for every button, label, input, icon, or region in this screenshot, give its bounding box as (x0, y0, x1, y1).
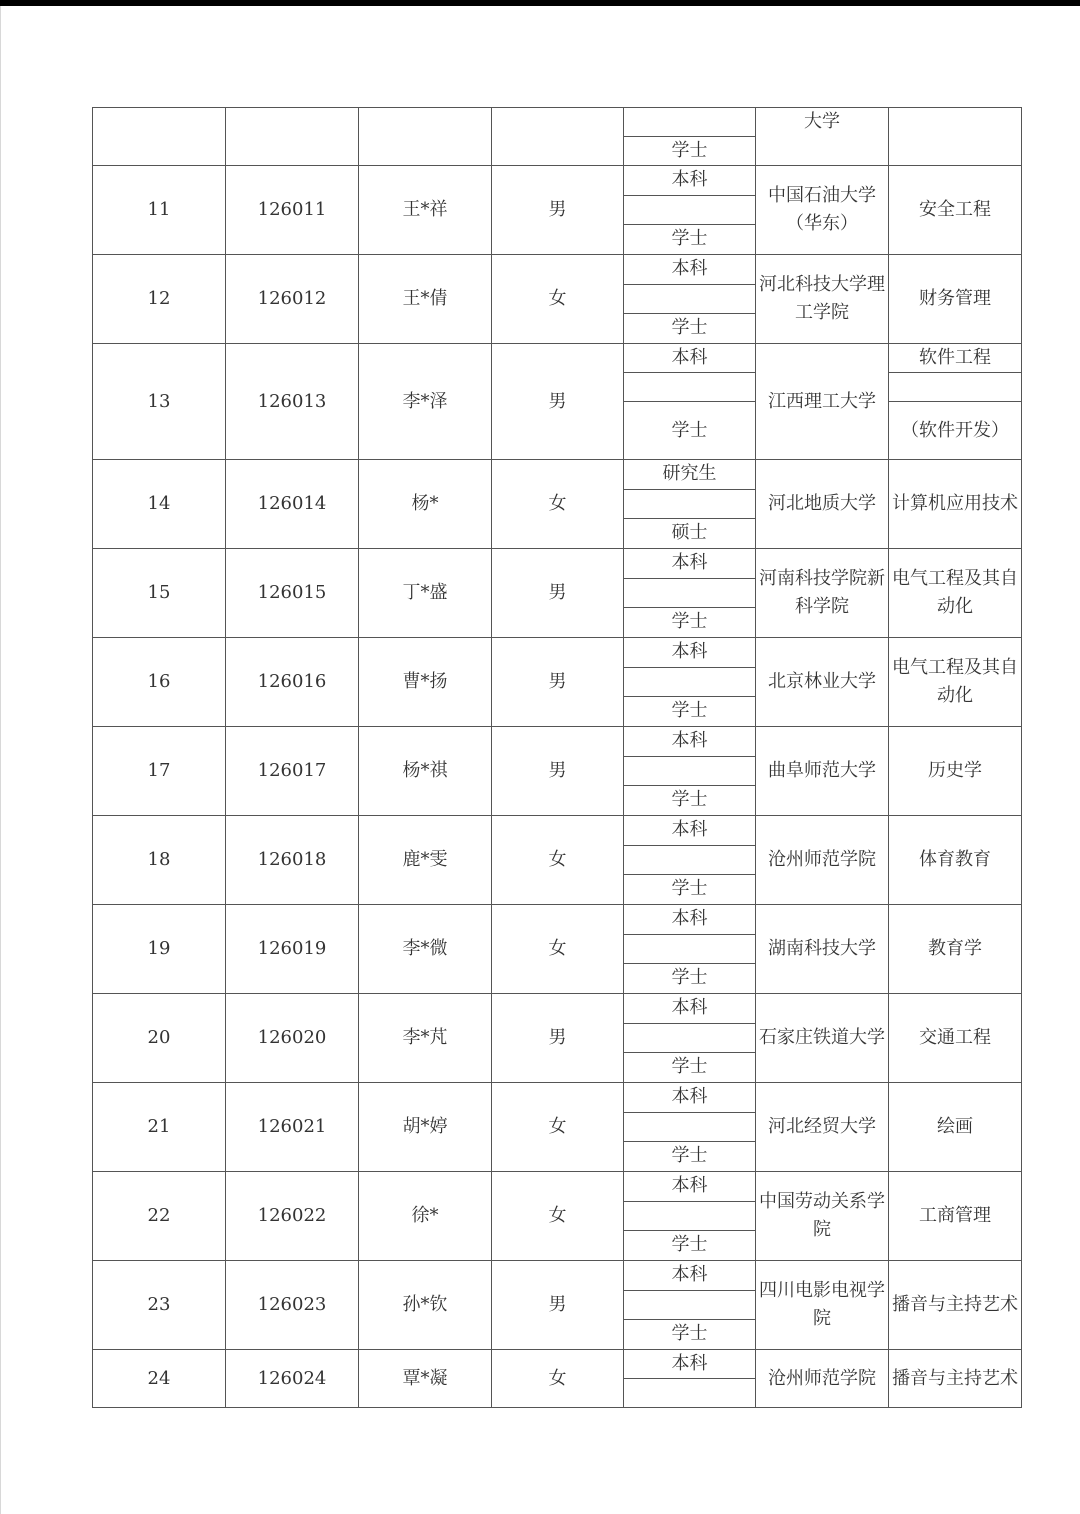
gender-cell: 女 (492, 1350, 624, 1408)
blank-cell (624, 1024, 756, 1053)
no-cell: 22 (93, 1172, 226, 1261)
school-cell: 四川电影电视学院 (756, 1261, 889, 1350)
school-cell: 石家庄铁道大学 (756, 994, 889, 1083)
no-cell: 11 (93, 166, 226, 255)
school-cell: 中国劳动关系学院 (756, 1172, 889, 1261)
candidate-table (92, 107, 1022, 1408)
major-cell: 体育教育 (889, 816, 1022, 905)
degree-cell: 学士 (624, 697, 756, 727)
degree-cell: 学士 (624, 875, 756, 905)
prev-school-cell (756, 108, 889, 166)
no-cell: 18 (93, 816, 226, 905)
prev-name-cell (359, 108, 492, 166)
id-cell: 126013 (226, 344, 359, 460)
no-cell: 15 (93, 549, 226, 638)
no-cell: 20 (93, 994, 226, 1083)
edu-cell: 本科 (624, 994, 756, 1024)
id-cell: 126011 (226, 166, 359, 255)
school-cell: 湖南科技大学 (756, 905, 889, 994)
blank-cell (624, 668, 756, 697)
blank-cell (624, 1291, 756, 1320)
edu-cell: 本科 (624, 549, 756, 579)
edu-cell: 本科 (624, 1261, 756, 1291)
school-cell: 江西理工大学 (756, 344, 889, 460)
name-cell: 李*芃 (359, 994, 492, 1083)
major-note-cell: （软件开发） (889, 402, 1022, 460)
id-cell: 126023 (226, 1261, 359, 1350)
name-cell: 曹*扬 (359, 638, 492, 727)
id-cell: 126020 (226, 994, 359, 1083)
gender-cell: 女 (492, 1083, 624, 1172)
prev-school-text: 大学 (804, 111, 840, 132)
edu-cell: 本科 (624, 816, 756, 846)
no-cell: 17 (93, 727, 226, 816)
id-cell: 126019 (226, 905, 359, 994)
gender-cell: 男 (492, 638, 624, 727)
name-cell: 孙*钦 (359, 1261, 492, 1350)
id-cell: 126017 (226, 727, 359, 816)
prev-id-cell (226, 108, 359, 166)
degree-cell: 学士 (624, 964, 756, 994)
no-cell: 23 (93, 1261, 226, 1350)
edu-cell: 本科 (624, 727, 756, 757)
major-cell: 交通工程 (889, 994, 1022, 1083)
name-cell: 鹿*雯 (359, 816, 492, 905)
major-cell: 工商管理 (889, 1172, 1022, 1261)
prev-gender-cell (492, 108, 624, 166)
school-cell: 河北经贸大学 (756, 1083, 889, 1172)
degree-cell: 学士 (624, 608, 756, 638)
prev-degree-text: 学士 (671, 140, 708, 161)
major-cell: 计算机应用技术 (889, 460, 1022, 549)
id-cell: 126014 (226, 460, 359, 549)
major-cell: 电气工程及其自动化 (889, 549, 1022, 638)
name-cell: 李*泽 (359, 344, 492, 460)
major-cell: 教育学 (889, 905, 1022, 994)
major-cell: 播音与主持艺术 (889, 1261, 1022, 1350)
name-cell: 丁*盛 (359, 549, 492, 638)
top-bar (0, 0, 1080, 6)
major-cell: 绘画 (889, 1083, 1022, 1172)
major-cell: 电气工程及其自动化 (889, 638, 1022, 727)
degree-cell: 学士 (624, 1053, 756, 1083)
major-cell: 历史学 (889, 727, 1022, 816)
major-cell: 安全工程 (889, 166, 1022, 255)
degree-cell: 学士 (624, 1231, 756, 1261)
gender-cell: 女 (492, 905, 624, 994)
id-cell: 126016 (226, 638, 359, 727)
major-cell: 财务管理 (889, 255, 1022, 344)
edu-cell: 本科 (624, 255, 756, 285)
school-cell: 曲阜师范大学 (756, 727, 889, 816)
prev-degree-cell (624, 137, 756, 166)
gender-cell: 男 (492, 166, 624, 255)
blank-cell (624, 757, 756, 786)
no-cell: 21 (93, 1083, 226, 1172)
id-cell: 126022 (226, 1172, 359, 1261)
gender-cell: 女 (492, 255, 624, 344)
name-cell: 徐* (359, 1172, 492, 1261)
school-cell: 沧州师范学院 (756, 816, 889, 905)
gender-cell: 女 (492, 816, 624, 905)
school-cell: 河北科技大学理工学院 (756, 255, 889, 344)
no-cell: 16 (93, 638, 226, 727)
edu-cell: 本科 (624, 1083, 756, 1113)
degree-cell: 硕士 (624, 519, 756, 549)
school-cell: 北京林业大学 (756, 638, 889, 727)
no-cell: 24 (93, 1350, 226, 1408)
blank-cell (624, 285, 756, 314)
blank-cell (624, 490, 756, 519)
school-cell: 沧州师范学院 (756, 1350, 889, 1408)
gender-cell: 男 (492, 1261, 624, 1350)
edu-cell: 本科 (624, 905, 756, 935)
degree-cell: 学士 (624, 1320, 756, 1350)
name-cell: 王*祥 (359, 166, 492, 255)
name-cell: 杨* (359, 460, 492, 549)
degree-cell: 学士 (624, 225, 756, 255)
prev-edu-cell (624, 108, 756, 137)
name-cell: 覃*凝 (359, 1350, 492, 1408)
no-cell: 12 (93, 255, 226, 344)
name-cell: 李*微 (359, 905, 492, 994)
major-cell: 播音与主持艺术 (889, 1350, 1022, 1408)
no-cell: 19 (93, 905, 226, 994)
gender-cell: 男 (492, 994, 624, 1083)
id-cell: 126012 (226, 255, 359, 344)
major-blank-cell (889, 373, 1022, 402)
degree-cell: 学士 (624, 314, 756, 344)
gender-cell: 女 (492, 460, 624, 549)
degree-cell: 学士 (624, 402, 756, 460)
degree-cell: 学士 (624, 786, 756, 816)
no-cell: 13 (93, 344, 226, 460)
blank-cell (624, 1113, 756, 1142)
major-cell: 软件工程 (889, 344, 1022, 373)
blank-cell (624, 579, 756, 608)
name-cell: 杨*祺 (359, 727, 492, 816)
prev-no-cell (93, 108, 226, 166)
gender-cell: 女 (492, 1172, 624, 1261)
school-cell: 中国石油大学（华东） (756, 166, 889, 255)
gender-cell: 男 (492, 549, 624, 638)
name-cell: 胡*婷 (359, 1083, 492, 1172)
page-edge (0, 6, 1, 1514)
no-cell: 14 (93, 460, 226, 549)
blank-cell (624, 196, 756, 225)
prev-major-cell (889, 108, 1022, 166)
gender-cell: 男 (492, 344, 624, 460)
id-cell: 126024 (226, 1350, 359, 1408)
blank-cell (624, 1202, 756, 1231)
id-cell: 126015 (226, 549, 359, 638)
school-cell: 河南科技学院新科学院 (756, 549, 889, 638)
edu-cell: 本科 (624, 166, 756, 196)
edu-cell: 研究生 (624, 460, 756, 490)
degree-cell (624, 1379, 756, 1408)
id-cell: 126021 (226, 1083, 359, 1172)
school-cell: 河北地质大学 (756, 460, 889, 549)
name-cell: 王*倩 (359, 255, 492, 344)
edu-cell: 本科 (624, 344, 756, 373)
edu-cell: 本科 (624, 1350, 756, 1379)
id-cell: 126018 (226, 816, 359, 905)
edu-cell: 本科 (624, 1172, 756, 1202)
gender-cell: 男 (492, 727, 624, 816)
degree-cell: 学士 (624, 1142, 756, 1172)
blank-cell (624, 935, 756, 964)
blank-cell (624, 846, 756, 875)
blank-cell (624, 373, 756, 402)
edu-cell: 本科 (624, 638, 756, 668)
